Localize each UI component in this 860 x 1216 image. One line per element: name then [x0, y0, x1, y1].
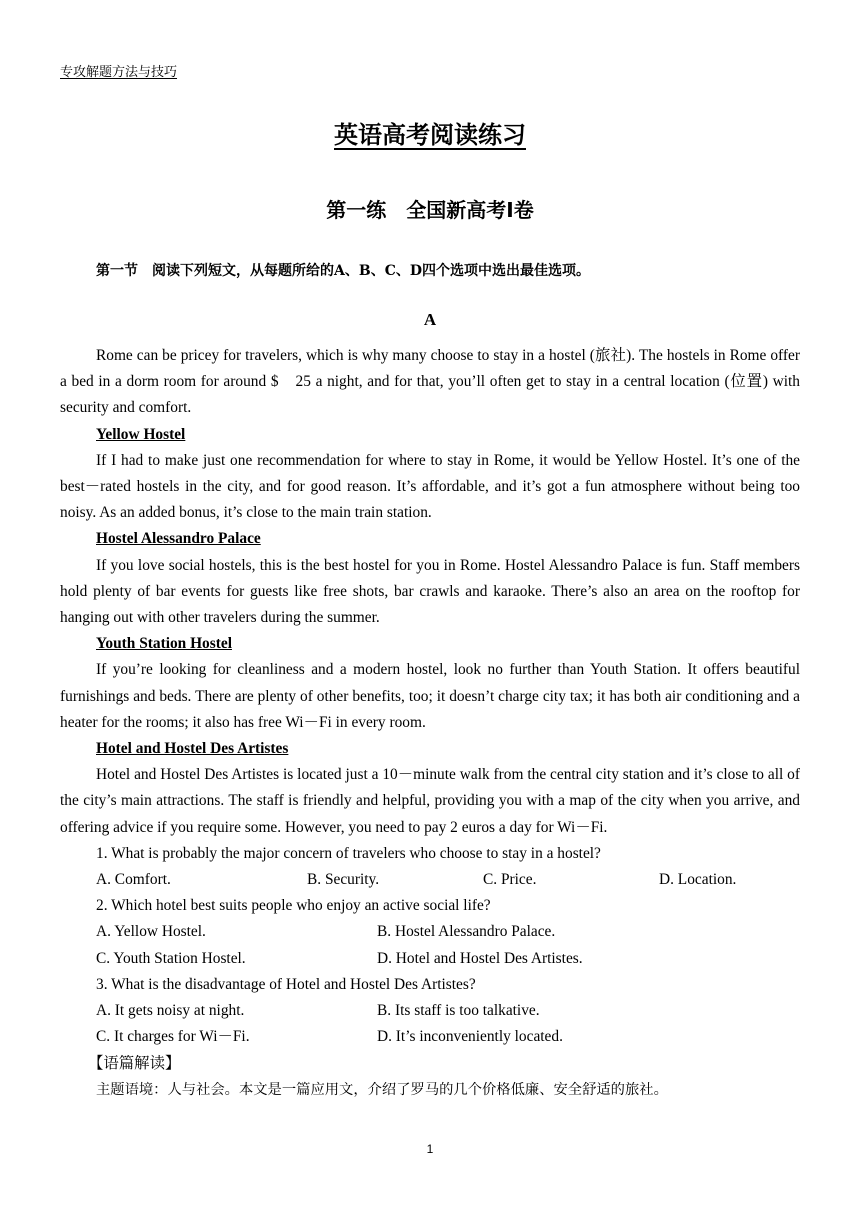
option: C. Price. [483, 871, 537, 889]
question-1-options [96, 867, 800, 893]
option: B. Its staff is too talkative. [377, 1002, 540, 1020]
option: D. It’s inconveniently located. [377, 1028, 563, 1046]
question-2-options [96, 946, 800, 972]
question-3-options [96, 1024, 800, 1050]
option: C. Youth Station Hostel. [96, 949, 246, 967]
hostel-paragraph: Hotel and Hostel Des Artistes is located just a 10－minute walk from the central city station and it’s close to all of the city’s main attractions. The staff is friendly and helpful, providing you with a map of the city when you arrive, and offering advice if you require some. However, you need to pay 2 euros a day for Wi－Fi. [60, 766, 800, 836]
option: A. Comfort. [96, 871, 171, 889]
document-subtitle: 第一练 全国新高考Ⅰ卷 [326, 198, 534, 222]
page-header: 专攻解题方法与技巧 [60, 65, 178, 80]
question-1: 1. What is probably the major concern of travelers who choose to stay in a hostel? [96, 844, 601, 862]
analysis-text: 主题语境：人与社会。本文是一篇应用文，介绍了罗马的几个价格低廉、安全舒适的旅社。 [96, 1081, 668, 1098]
page-number: 1 [426, 1142, 434, 1156]
hostel-paragraph: If I had to make just one recommendation for where to stay in Rome, it would be Yellow Hostel. It’s one of the best－rated hostels in the city, and for good reason. It’s affordable, and it’s got a fun atmosphere without being too noisy. As an added bonus, it’s close to the main train station. [60, 451, 800, 522]
option: C. It charges for Wi－Fi. [96, 1028, 250, 1046]
hostel-heading: Youth Station Hostel [96, 635, 232, 653]
intro-paragraph: Rome can be pricey for travelers, which is why many choose to stay in a hostel (旅社). The hostels in Rome offer a bed in a dorm room for around $ 25 a night, and for that, you’ll often get to stay in a central location (位置) with security and comfort. [60, 347, 800, 417]
question-3: 3. What is the disadvantage of Hotel and Hostel Des Artistes? [96, 975, 476, 993]
hostel-heading: Hostel Alessandro Palace [96, 530, 261, 548]
question-2-options [96, 919, 800, 945]
question-2: 2. Which hotel best suits people who enjoy an active social life? [96, 897, 491, 915]
option: A. Yellow Hostel. [96, 923, 206, 941]
passage-body [60, 343, 800, 1103]
section-instruction: 第一节 阅读下列短文，从每题所给的A、B、C、D四个选项中选出最佳选项。 [96, 263, 590, 279]
option: B. Hostel Alessandro Palace. [377, 923, 556, 941]
analysis-heading: 【语篇解读】 [88, 1054, 181, 1073]
option: B. Security. [307, 871, 380, 889]
option: A. It gets noisy at night. [96, 1002, 245, 1020]
hostel-paragraph: If you love social hostels, this is the best hostel for you in Rome. Hostel Alessandro Palace is fun. Staff members hold plenty of bar events for guests like free shots, bar crawls and karaoke. There’s also an area on the rooftop for hanging out with other travelers during the summer. [60, 556, 800, 627]
option: D. Location. [659, 871, 737, 889]
question-3-options [96, 998, 800, 1024]
hostel-paragraph: If you’re looking for cleanliness and a modern hostel, look no further than Youth Station. It offers beautiful furnishings and beds. There are plenty of other benefits, too; it doesn’t charge city tax; it has both air conditioning and a heater for the rooms; it also has free Wi－Fi in every room. [60, 661, 800, 731]
option: D. Hotel and Hostel Des Artistes. [377, 949, 583, 967]
document-title: 英语高考阅读练习 [334, 121, 526, 149]
hostel-heading: Hotel and Hostel Des Artistes [96, 740, 289, 758]
hostel-heading: Yellow Hostel [96, 425, 186, 443]
passage-letter: A [423, 310, 437, 329]
